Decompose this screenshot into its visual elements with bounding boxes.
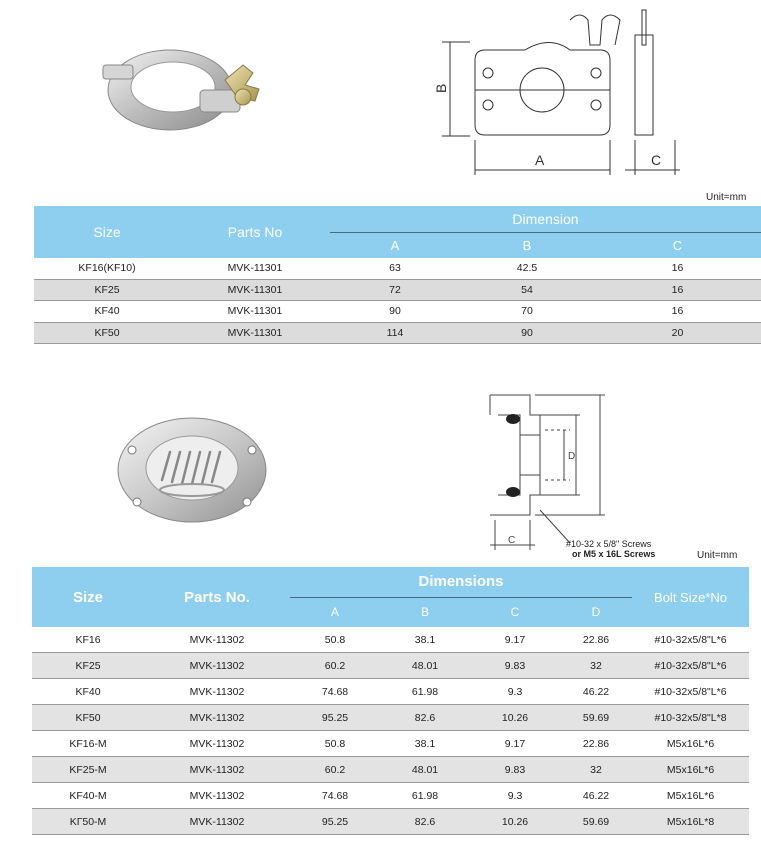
cell-d: 32 (560, 653, 632, 679)
cell-size: KF25 (34, 279, 180, 301)
header-parts-no: Parts No. (144, 567, 290, 627)
cell-a: 90 (330, 301, 460, 323)
header-a: A (290, 597, 380, 627)
clamp-dimension-table (34, 206, 761, 344)
cell-bolt: M5x16L*6 (632, 783, 749, 809)
label-c: C (651, 152, 662, 168)
screws-note-2: or M5 x 16L Screws (572, 549, 656, 559)
cell-b: 82.6 (380, 705, 470, 731)
cell-a: 50.8 (290, 627, 380, 653)
cell-bolt: M5x16L*8 (632, 809, 749, 835)
cell-d: 22.86 (560, 731, 632, 757)
cell-b: 82.6 (380, 809, 470, 835)
cell-a: 114 (330, 322, 460, 344)
cell-a: 60.2 (290, 757, 380, 783)
header-bolt-size: Bolt Size*No (632, 567, 749, 627)
cell-a: 50.8 (290, 731, 380, 757)
label-d: D (568, 451, 576, 462)
label-c-2: C (508, 535, 516, 546)
cell-c: 9.83 (470, 653, 560, 679)
cell-size: KГ50-M (32, 809, 144, 835)
cell-a: 95.25 (290, 809, 380, 835)
cell-parts: MVK-11301 (180, 301, 330, 323)
unit-label-2: Unit=mm (697, 550, 738, 561)
cell-bolt: #10-32x5/8"L*6 (632, 627, 749, 653)
cell-parts: MVK-11302 (144, 627, 290, 653)
cell-size: KF50 (34, 322, 180, 344)
cell-c: 16 (594, 301, 761, 323)
table-row (32, 731, 749, 757)
cell-parts: MVK-11302 (144, 731, 290, 757)
cell-a: 95.25 (290, 705, 380, 731)
cell-c: 9.17 (470, 627, 560, 653)
flange-drawing (480, 385, 680, 565)
header-c: C (594, 232, 761, 258)
cell-a: 74.68 (290, 679, 380, 705)
table-row (32, 679, 749, 705)
cell-parts: MVK-11301 (180, 322, 330, 344)
cell-c: 10.26 (470, 809, 560, 835)
header-parts-no: Parts No (180, 206, 330, 258)
unit-label-1: Unit=mm (706, 192, 747, 203)
cell-bolt: #10-32x5/8"L*8 (632, 705, 749, 731)
cell-size: KF16-M (32, 731, 144, 757)
cell-parts: MVK-11302 (144, 809, 290, 835)
cell-size: KF25-M (32, 757, 144, 783)
cell-b: 61.98 (380, 783, 470, 809)
cell-a: 72 (330, 279, 460, 301)
cell-c: 9.3 (470, 783, 560, 809)
cell-d: 59.69 (560, 705, 632, 731)
cell-c: 9.17 (470, 731, 560, 757)
header-size: Size (32, 567, 144, 627)
header-b: B (460, 232, 594, 258)
label-a: A (535, 152, 545, 168)
cell-c: 9.3 (470, 679, 560, 705)
cell-parts: MVK-11301 (180, 279, 330, 301)
header-c: C (470, 597, 560, 627)
cell-d: 22.86 (560, 627, 632, 653)
cell-b: 48.01 (380, 757, 470, 783)
cell-b: 70 (460, 301, 594, 323)
table-row (34, 279, 761, 301)
table-row (34, 322, 761, 344)
cell-d: 32 (560, 757, 632, 783)
table-row (32, 809, 749, 835)
cell-c: 9.83 (470, 757, 560, 783)
cell-parts: MVK-11302 (144, 705, 290, 731)
cell-b: 54 (460, 279, 594, 301)
cell-c: 16 (594, 279, 761, 301)
table-row (32, 653, 749, 679)
cell-size: KF40 (34, 301, 180, 323)
cell-a: 60.2 (290, 653, 380, 679)
header-dimensions: Dimensions (290, 567, 632, 597)
screws-note-1: #10-32 x 5/8" Screws (566, 539, 652, 549)
clamp-drawing (430, 5, 700, 180)
cell-parts: MVK-11302 (144, 679, 290, 705)
table-row (32, 627, 749, 653)
cell-c: 10.26 (470, 705, 560, 731)
cell-bolt: #10-32x5/8"L*6 (632, 679, 749, 705)
cell-b: 42.5 (460, 258, 594, 279)
cell-size: KF50 (32, 705, 144, 731)
cell-b: 38.1 (380, 627, 470, 653)
table-row (34, 258, 761, 279)
cell-b: 90 (460, 322, 594, 344)
flange-photo (112, 410, 272, 530)
clamp-photo (95, 35, 280, 140)
header-a: A (330, 232, 460, 258)
cell-bolt: #10-32x5/8"L*6 (632, 653, 749, 679)
cell-size: KF16(KF10) (34, 258, 180, 279)
cell-parts: MVK-11302 (144, 783, 290, 809)
cell-b: 48.01 (380, 653, 470, 679)
cell-size: KF40 (32, 679, 144, 705)
flange-dimension-table (32, 567, 749, 835)
cell-size: KF25 (32, 653, 144, 679)
cell-parts: MVK-11302 (144, 757, 290, 783)
table-row (34, 301, 761, 323)
cell-d: 46.22 (560, 679, 632, 705)
cell-parts: MVK-11302 (144, 653, 290, 679)
cell-c: 20 (594, 322, 761, 344)
label-b: B (433, 83, 449, 93)
header-b: B (380, 597, 470, 627)
cell-bolt: M5x16L*6 (632, 757, 749, 783)
cell-b: 38.1 (380, 731, 470, 757)
cell-c: 16 (594, 258, 761, 279)
cell-d: 59.69 (560, 809, 632, 835)
table-row (32, 783, 749, 809)
cell-parts: MVK-11301 (180, 258, 330, 279)
cell-bolt: M5x16L*6 (632, 731, 749, 757)
header-dimension: Dimension (330, 206, 761, 232)
cell-d: 46.22 (560, 783, 632, 809)
header-size: Size (34, 206, 180, 258)
cell-size: KF16 (32, 627, 144, 653)
table-row (32, 757, 749, 783)
cell-size: KF40-M (32, 783, 144, 809)
cell-a: 63 (330, 258, 460, 279)
cell-a: 74.68 (290, 783, 380, 809)
cell-b: 61.98 (380, 679, 470, 705)
table-row (32, 705, 749, 731)
header-d: D (560, 597, 632, 627)
